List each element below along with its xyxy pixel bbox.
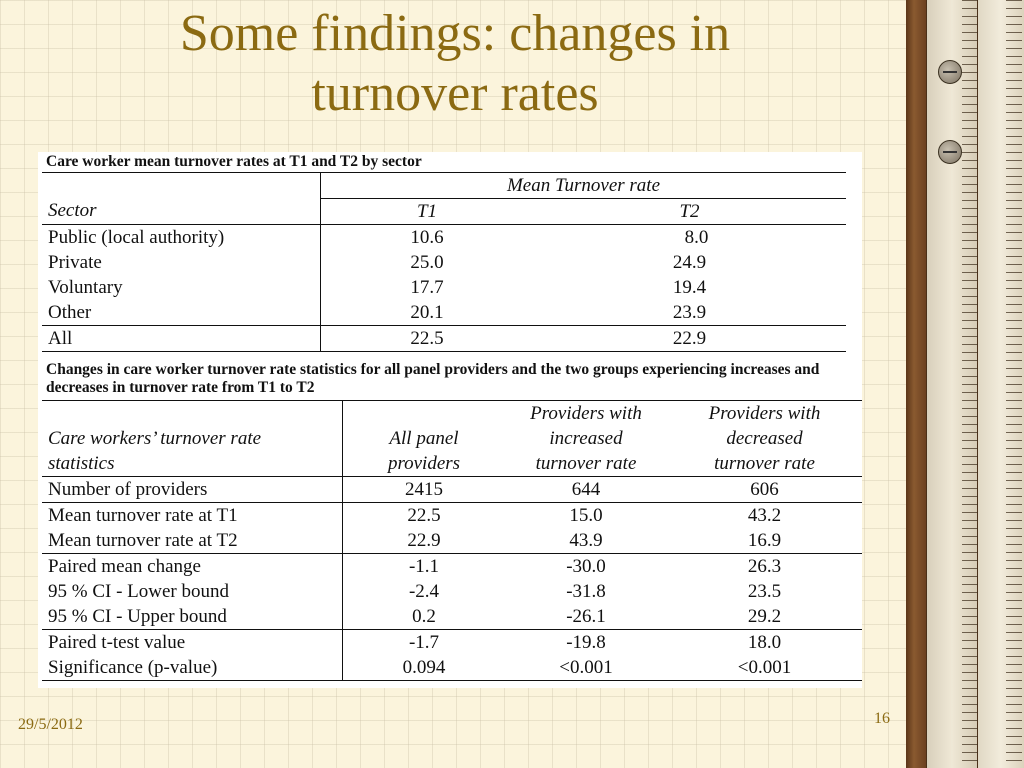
table-total-row: All 22.5 22.9 (42, 326, 846, 352)
table2-col-dec-line1: Providers with (708, 402, 821, 424)
table2-col-stat-line1: Care workers’ turnover rate (42, 426, 343, 451)
table1-caption: Care worker mean turnover rates at T1 and T2 by sector (42, 152, 846, 173)
table2-col-dec-line2: decreased (726, 427, 803, 449)
table1-group-header: Mean Turnover rate (321, 173, 847, 199)
table-row: Paired mean change -1.1 -30.0 26.3 (42, 554, 862, 580)
slide-date: 29/5/2012 (18, 716, 83, 733)
table-row: Voluntary 17.7 19.4 (42, 275, 846, 300)
table1-col-t2: T2 (533, 199, 846, 225)
table-row: Number of providers 2415 644 606 (42, 477, 862, 503)
table2-col-dec-line3: turnover rate (667, 451, 862, 477)
table2-caption: Changes in care worker turnover rate statistics for all panel providers and the two groups experiencing increases and decreases in turnover rate from T1 to T2 (42, 358, 862, 401)
panel-statistics-table (42, 358, 862, 681)
table2-col-inc-line2: increased (549, 427, 623, 449)
table-row: Public (local authority) 10.6 8.0 (42, 225, 846, 251)
ruler-ticks-right (1006, 0, 1022, 768)
table2-col-inc-line1: Providers with (530, 402, 642, 424)
table-row: 95 % CI - Lower bound -2.4 -31.8 23.5 (42, 579, 862, 604)
table2-col-inc-line3: turnover rate (505, 451, 667, 477)
table2-col-all-line1: All panel (389, 427, 459, 449)
slide-title-line-1: Some findings: changes in (179, 5, 731, 62)
slide-title-line-2: turnover rates (311, 65, 599, 122)
table2-col-stat-line2: statistics (42, 451, 343, 477)
table-row: Other 20.1 23.9 (42, 300, 846, 326)
table1-col-sector: Sector (42, 199, 321, 225)
page-number: 16 (874, 710, 890, 727)
table-row: Private 25.0 24.9 (42, 250, 846, 275)
table2-col-all-line2: providers (343, 451, 506, 477)
table1-col-t1: T1 (321, 199, 534, 225)
slide-title (0, 4, 910, 124)
table-row: Paired t-test value -1.7 -19.8 18.0 (42, 630, 862, 656)
table-row: 95 % CI - Upper bound 0.2 -26.1 29.2 (42, 604, 862, 630)
tables-panel (38, 152, 862, 688)
sector-turnover-table (42, 152, 846, 352)
table-row: Mean turnover rate at T1 22.5 15.0 43.2 (42, 503, 862, 529)
screw-icon (938, 140, 962, 164)
screw-icon (938, 60, 962, 84)
wood-edge (906, 0, 926, 768)
table-row: Mean turnover rate at T2 22.9 43.9 16.9 (42, 528, 862, 554)
ruler-decoration (906, 0, 1024, 768)
ruler-ticks-left (962, 0, 978, 768)
table-row: Significance (p-value) 0.094 <0.001 <0.001 (42, 655, 862, 681)
